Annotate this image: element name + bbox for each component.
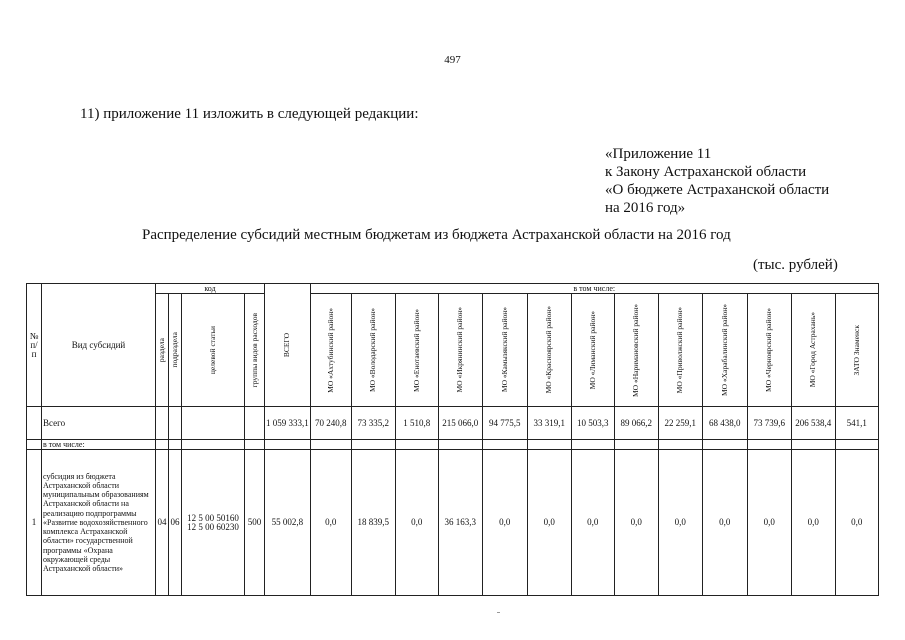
table-cell: [702, 440, 747, 450]
district-header: МО «Красноярский район»: [544, 306, 554, 394]
row-total-value: 206 538,4: [791, 407, 835, 440]
district-header: МО «Наримановский район»: [631, 303, 641, 397]
header-article-cell: [182, 294, 245, 407]
amendment-line: 11) приложение 11 изложить в следующей редакции:: [80, 106, 419, 122]
header-num: № п/п: [27, 284, 42, 407]
appendix-header: [605, 145, 829, 217]
district-header: МО «Черноярский район»: [764, 308, 774, 392]
district-header: МО «Енотаевский район»: [411, 308, 421, 392]
row-total-value: 73 739,6: [747, 407, 791, 440]
table-cell: [156, 407, 169, 440]
scan-mark: [497, 612, 500, 613]
header-article: целевой статьи: [208, 325, 217, 375]
table-cell: [747, 440, 791, 450]
row-1-value: 0,0: [702, 450, 747, 596]
row-1-value: 0,0: [658, 450, 702, 596]
district-header-cell: [351, 294, 395, 407]
district-header-cell: [482, 294, 527, 407]
row-total-value: 89 066,2: [614, 407, 658, 440]
table-cell: [27, 407, 42, 440]
row-1-subsection: 06: [169, 450, 182, 596]
appendix-header-line: на 2016 год»: [605, 200, 686, 216]
table-cell: [351, 440, 395, 450]
row-1-value: 0,0: [527, 450, 571, 596]
district-header-cell: [791, 294, 835, 407]
district-header: МО «Лиманский район»: [587, 310, 597, 390]
row-1-total: 55 002,8: [265, 450, 311, 596]
units-label: (тыс. рублей): [753, 257, 838, 273]
row-1-value: 0,0: [747, 450, 791, 596]
table-cell: [169, 440, 182, 450]
row-total-value: 33 319,1: [527, 407, 571, 440]
row-1-num: 1: [27, 450, 42, 596]
row-1-value: 0,0: [835, 450, 878, 596]
district-header-cell: [310, 294, 351, 407]
district-header: МО «Харабалинский район»: [719, 304, 729, 396]
table-cell: [571, 440, 614, 450]
row-1-value: 0,0: [614, 450, 658, 596]
district-header-cell: [527, 294, 571, 407]
table-cell: [169, 407, 182, 440]
header-group-cell: [245, 294, 265, 407]
row-1-article-cell: [182, 450, 245, 596]
header-subsection: подраздела: [170, 332, 179, 368]
row-1-group: 500: [245, 450, 265, 596]
appendix-header-line: к Закону Астраханской области: [605, 164, 807, 180]
district-header-cell: [835, 294, 878, 407]
row-total-sum: 1 059 333,1: [265, 407, 311, 440]
row-total-value: 94 775,5: [482, 407, 527, 440]
row-1-article: 12 5 00 50160: [187, 512, 239, 523]
table-cell: [156, 440, 169, 450]
table-row-including: [27, 440, 879, 450]
appendix-header-line: «Приложение 11: [605, 146, 712, 162]
row-1-section: 04: [156, 450, 169, 596]
row-total-value: 73 335,2: [351, 407, 395, 440]
district-header-cell: [658, 294, 702, 407]
header-code: код: [156, 284, 265, 294]
row-total-label: Всего: [42, 407, 156, 440]
row-1-value: 18 839,5: [351, 450, 395, 596]
row-1-description: субсидия из бюджета Астраханской области муниципальным образованиям Астраханской области на реализацию подпрограммы «Развитие водохозяйственного комплекса Астраханской области» государственной программы «Охрана окружающей среды Астраханской области»: [42, 450, 156, 596]
district-header-cell: [702, 294, 747, 407]
row-1-article: 12 5 00 60230: [187, 521, 239, 532]
row-total-value: 541,1: [835, 407, 878, 440]
row-including-label: в том числе:: [42, 440, 156, 450]
header-subsidy-type: Вид субсидий: [42, 284, 156, 407]
table-cell: [438, 440, 482, 450]
district-header-cell: [571, 294, 614, 407]
row-total-value: 1 510,8: [395, 407, 438, 440]
row-1-value: 0,0: [791, 450, 835, 596]
header-total-cell: [265, 284, 311, 407]
row-1-value: 0,0: [395, 450, 438, 596]
page-number: 497: [444, 54, 461, 66]
table-cell: [265, 440, 311, 450]
table-cell: [527, 440, 571, 450]
district-header: МО «Камызякский район»: [499, 307, 509, 393]
table-cell: [27, 440, 42, 450]
district-header: МО «Город Астрахань»: [808, 312, 818, 388]
header-section: раздела: [157, 337, 166, 363]
district-header-cell: [395, 294, 438, 407]
table-row-total: [27, 407, 879, 440]
table-cell: [658, 440, 702, 450]
row-1-value: 0,0: [310, 450, 351, 596]
table-cell: [310, 440, 351, 450]
row-1-value: 0,0: [571, 450, 614, 596]
district-header: МО «Приволжский район»: [675, 306, 685, 394]
table-cell: [395, 440, 438, 450]
table-cell: [791, 440, 835, 450]
table-cell: [245, 407, 265, 440]
header-section-cell: [156, 294, 169, 407]
district-header: МО «Ахтубинский район»: [325, 307, 335, 393]
district-header-cell: [438, 294, 482, 407]
table-cell: [182, 440, 245, 450]
header-total: ВСЕГО: [282, 332, 292, 358]
district-header-cell: [747, 294, 791, 407]
row-total-value: 68 438,0: [702, 407, 747, 440]
table-cell: [614, 440, 658, 450]
subsidy-table: [26, 283, 879, 596]
row-total-value: 215 066,0: [438, 407, 482, 440]
row-total-value: 10 503,3: [571, 407, 614, 440]
header-subsection-cell: [169, 294, 182, 407]
header-including: в том числе:: [310, 284, 878, 294]
table-cell: [245, 440, 265, 450]
table-row-subsidy-1: [27, 450, 879, 596]
document-title: Распределение субсидий местным бюджетам из бюджета Астраханской области на 2016 год: [142, 227, 731, 243]
table-cell: [182, 407, 245, 440]
row-1-value: 36 163,3: [438, 450, 482, 596]
table-cell: [835, 440, 878, 450]
district-header-cell: [614, 294, 658, 407]
appendix-header-line: «О бюджете Астраханской области: [605, 182, 830, 198]
district-header: МО «Володарский район»: [368, 307, 378, 393]
header-group: группы видов расходов: [249, 312, 259, 388]
row-total-value: 22 259,1: [658, 407, 702, 440]
row-1-value: 0,0: [482, 450, 527, 596]
district-header: МО «Икрянинский район»: [455, 307, 465, 393]
district-header: ЗАТО Знаменск: [851, 324, 861, 376]
table-cell: [482, 440, 527, 450]
row-total-value: 70 240,8: [310, 407, 351, 440]
